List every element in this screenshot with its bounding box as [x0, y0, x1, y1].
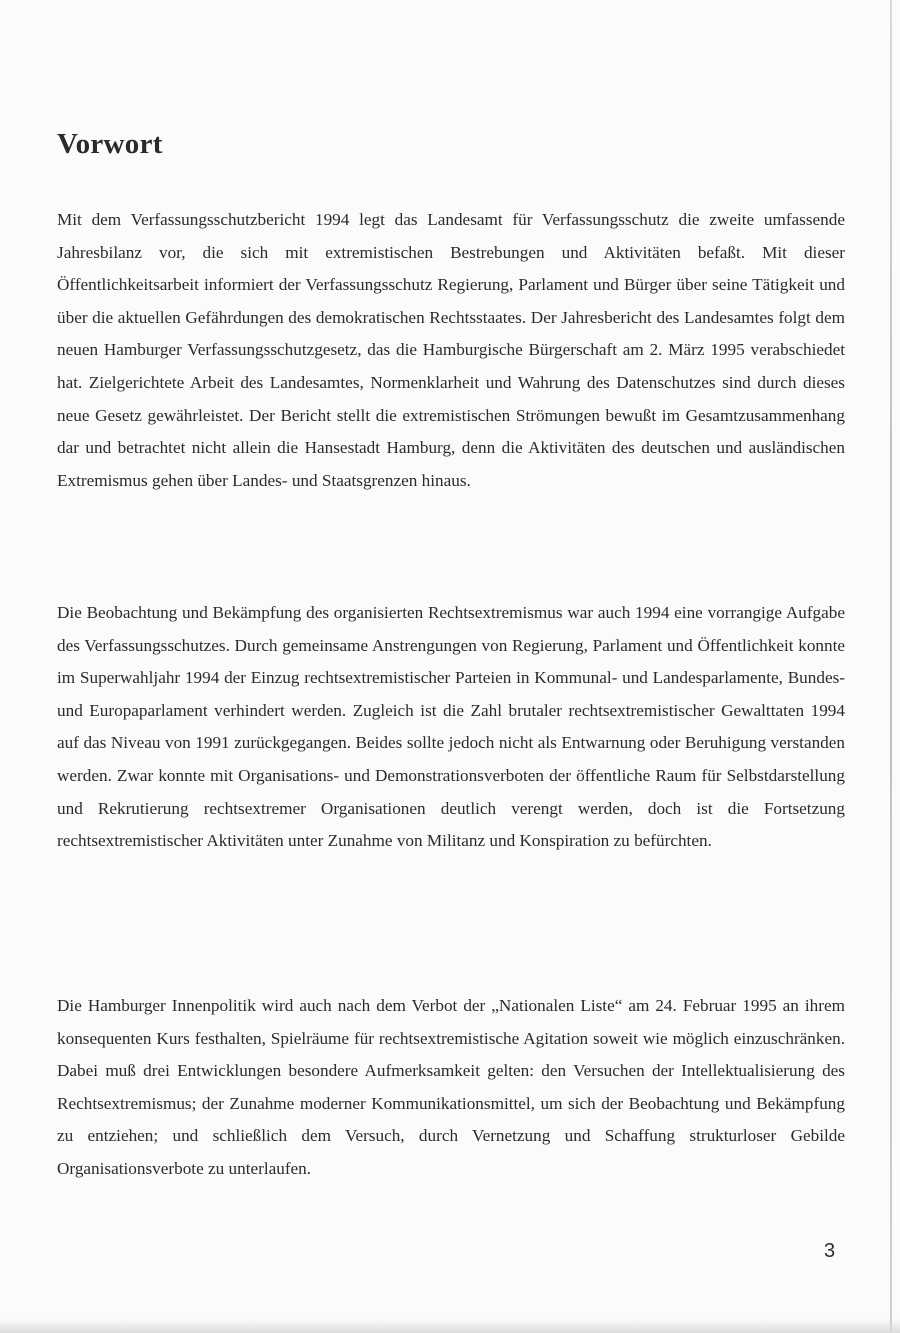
- paragraph-3: Die Hamburger Innenpolitik wird auch nach dem Verbot der „Nationalen Liste“ am 24. Februar 1995 an ihrem konsequenten Kurs festhalten, Spielräume für rechtsextremistische Agitation soweit wie möglich einzuschränken. Dabei muß drei Entwicklungen besondere Aufmerksamkeit gelten: den Versuchen der Intellektualisierung des Rechtsextremismus; der Zunahme moderner Kommunikationsmittel, um sich der Beobachtung und Bekämpfung zu entziehen; und schließlich dem Versuch, durch Vernetzung und Schaffung strukturloser Gebilde Organisationsverbote zu unterlaufen.: [57, 996, 845, 1178]
- paragraph-2: Die Beobachtung und Bekämpfung des organisierten Rechtsextremismus war auch 1994 eine vorrangige Aufgabe des Verfassungsschutzes. Durch gemeinsame Anstrengungen von Regierung, Parlament und Öffentlichkeit konnte im Superwahljahr 1994 der Einzug rechtsextremistischer Parteien in Kommunal- und Landesparlamente, Bundes- und Europaparlament verhindert werden. Zugleich ist die Zahl brutaler rechtsextremistischer Gewalttaten 1994 auf das Niveau von 1991 zurückgegangen. Beides sollte jedoch nicht als Entwarnung oder Beruhigung verstanden werden. Zwar konnte mit Organisations- und Demonstrationsverboten der öffentliche Raum für Selbstdarstellung und Rekrutierung rechtsextremer Organisationen deutlich verengt werden, doch ist die Fortsetzung rechtsextremistischer Aktivitäten unter Zunahme von Militanz und Konspiration zu befürchten.: [57, 603, 845, 851]
- paragraph-1: Mit dem Verfassungsschutzbericht 1994 legt das Landesamt für Verfassungsschutz die zweite umfassende Jahresbilanz vor, die sich mit extremistischen Bestrebungen und Aktivitäten befaßt. Mit dieser Öffentlichkeitsarbeit informiert der Verfassungsschutz Regierung, Parlament und Bürger über seine Tätigkeit und über die aktuellen Gefährdungen des demokratischen Rechtsstaates. Der Jahresbericht des Landesamtes folgt dem neuen Hamburger Verfassungsschutzgesetz, das die Hamburgische Bürgerschaft am 2. März 1995 verabschiedet hat. Zielgerichtete Arbeit des Landesamtes, Normenklarheit und Wahrung des Datenschutzes sind durch dieses neue Gesetz gewährleistet. Der Bericht stellt die extremistischen Strömungen bewußt im Gesamtzusammenhang dar und betrachtet nicht allein die Hansestadt Hamburg, denn die Aktivitäten des deutschen und ausländischen Extremismus gehen über Landes- und Staatsgrenzen hinaus.: [57, 210, 845, 490]
- page-edge: [890, 0, 892, 1333]
- page-bottom-shadow: [0, 1319, 900, 1333]
- page-title: Vorwort: [57, 128, 163, 160]
- page-number: 3: [824, 1240, 836, 1262]
